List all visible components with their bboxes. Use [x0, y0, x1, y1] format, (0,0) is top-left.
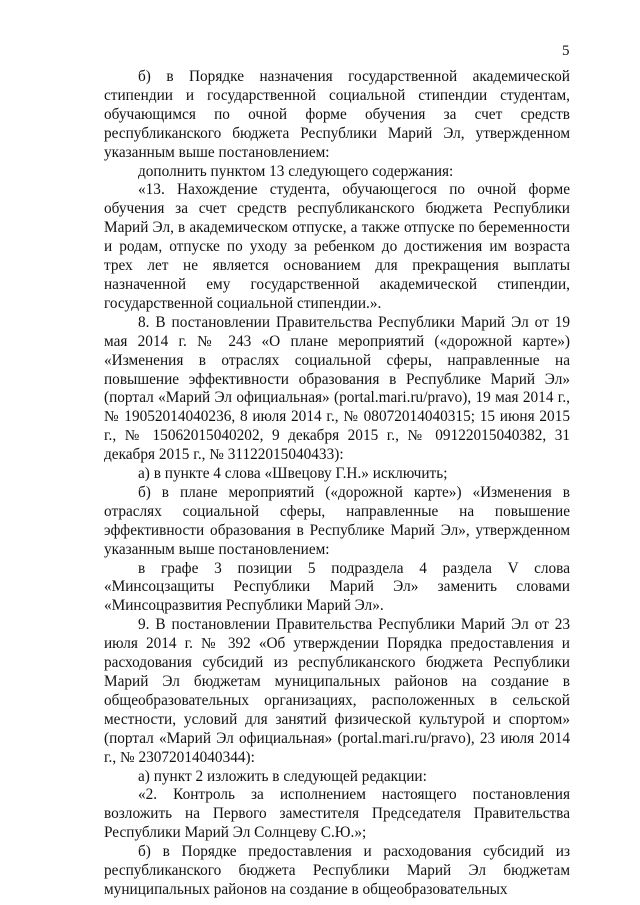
paragraph-item-b-academic-scholarship: б) в Порядке назначения государственной академической стипендии и государственной социальной стипендии студентам, обучающимся по очной форме обучения за счет средств республиканского бюджета Республики Марий Эл, утвержденном указанным выше постановлением: — [104, 68, 570, 161]
paragraph-point-2-text: «2. Контроль за исполнением настоящего постановления возложить на Первого заместителя Председателя Правительства Республики Марий Эл Солнцеву С.Ю.»; — [104, 786, 570, 842]
document-body — [104, 68, 570, 900]
paragraph-add-point-13: дополнить пунктом 13 следующего содержания: — [138, 162, 454, 180]
paragraph-item-a-point-2: а) пункт 2 изложить в следующей редакции: — [138, 767, 427, 785]
paragraph-column-3-replace: в графе 3 позиции 5 подраздела 4 раздела V слова «Минсоцзащиты Республики Марий Эл» заменить словами «Минсоцразвития Республики Марий Эл». — [104, 559, 570, 615]
paragraph-item-b-subsidies: б) в Порядке предоставления и расходования субсидий из республиканского бюджета Республики Марий Эл бюджетам муниципальных районов на создание в общеобразовательных — [104, 843, 570, 898]
paragraph-section-8: 8. В постановлении Правительства Республики Марий Эл от 19 мая 2014 г. № 243 «О плане мероприятий («дорожной карте») «Изменения в отраслях социальной сферы, направленные на повышение эффективности образования в Республике Марий Эл» (портал «Марий Эл официальная» (portal.mari.ru/pravo), 19 мая 2014 г., № 19052014040236, 8 июля 2014 г., № 08072014040315; 15 июня 2015 г., № 15062015040202, 9 декабря 2015 г., № 09122015040382, 31 декабря 2015 г., № 31122015040433): — [104, 313, 570, 464]
paragraph-item-b-roadmap: б) в плане мероприятий («дорожной карте») «Изменения в отраслях социальной сферы, направленные на повышение эффективности образования в Республике Марий Эл», утвержденном указанным выше постановлением: — [104, 483, 570, 558]
paragraph-item-a-point-4: а) в пункте 4 слова «Швецову Г.Н.» исключить; — [138, 465, 448, 483]
paragraph-point-13-text: «13. Нахождение студента, обучающегося по очной форме обучения за счет средств республиканского бюджета Республики Марий Эл, в академическом отпуске, а также отпуске по беременности и родам, отпуске по уходу за ребенком до достижения им возраста трех лет не является основанием для прекращения выплаты назначенной ему государственной академической стипендии, государственной социальной стипендии.». — [104, 181, 570, 312]
page-number: 5 — [562, 43, 570, 59]
paragraph-section-9: 9. В постановлении Правительства Республики Марий Эл от 23 июля 2014 г. № 392 «Об утверждении Порядка предоставления и расходования субсидий из республиканского бюджета Республики Марий Эл бюджетам муниципальных районов на создание в общеобразовательных организациях, расположенных в сельской местности, условий для занятий физической культурой и спортом» (портал «Марий Эл официальная» (portal.mari.ru/pravo), 23 июля 2014 г., № 23072014040344): — [104, 616, 570, 766]
